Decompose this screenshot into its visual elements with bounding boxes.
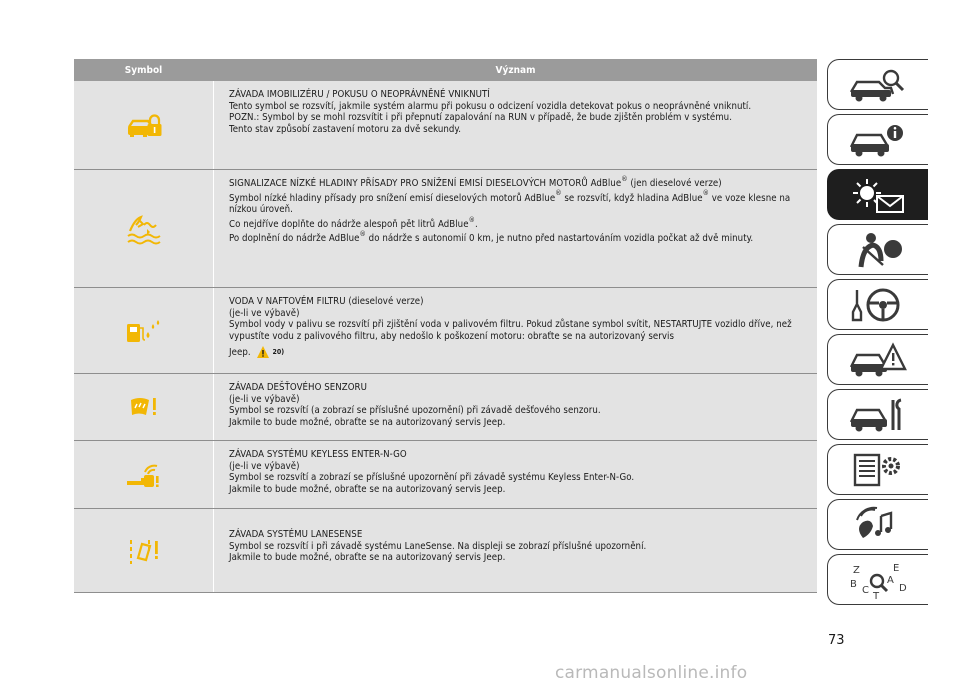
table-row xyxy=(74,170,817,288)
tab-vehicle-info[interactable] xyxy=(827,114,928,165)
table-row xyxy=(74,509,817,593)
row-text: POZN.: Symbol by se mohl rozsvítit i při přepnutí zapalování na RUN v případě, že bude zjištěn problém v systému. xyxy=(229,112,732,124)
car-hazard-icon xyxy=(847,341,909,379)
row-title: ZÁVADA DEŠŤOVÉHO SENZORU xyxy=(229,382,367,393)
tab-multimedia[interactable] xyxy=(827,499,928,550)
tab-index[interactable] xyxy=(827,554,928,605)
symbol-cell xyxy=(74,170,213,287)
row-title: SIGNALIZACE NÍZKÉ HLADINY PŘÍSADY PRO SNÍŽENÍ EMISÍ DIESELOVÝCH MOTORŮ AdBlue® (jen dieselové verze) xyxy=(229,174,722,189)
index-letter: B xyxy=(850,578,857,590)
symbol-cell xyxy=(74,288,213,373)
chapter-tabs xyxy=(827,59,928,609)
tab-warning-lights[interactable] xyxy=(827,169,928,220)
meaning-cell xyxy=(214,509,817,592)
table-row xyxy=(74,441,817,509)
row-title: ZÁVADA IMOBILIZÉRU / POKUSU O NEOPRÁVNĚNÉ VNIKNUTÍ xyxy=(229,89,490,100)
row-text: (je-li ve výbavě) xyxy=(229,307,300,319)
page-number: 73 xyxy=(828,633,845,648)
index-letter: E xyxy=(893,562,900,574)
symbol-cell xyxy=(74,374,213,440)
rain-sensor-fault-icon xyxy=(129,395,159,419)
row-text: (je-li ve výbavě) xyxy=(229,460,300,472)
alphabetical-index-icon xyxy=(847,561,909,599)
header-symbol: Symbol xyxy=(124,64,163,76)
meaning-cell xyxy=(214,81,817,169)
meaning-cell xyxy=(214,288,817,373)
tab-emergency[interactable] xyxy=(827,334,928,385)
specs-gear-icon xyxy=(847,451,909,489)
footnote-ref: 20) xyxy=(272,347,285,356)
tab-servicing[interactable] xyxy=(827,389,928,440)
row-text: Jakmile to bude možné, obraťte se na autorizovaný servis Jeep. xyxy=(229,416,506,428)
row-text: Po doplnění do nádrže AdBlue® do nádrže s autonomií 0 km, je nutno před nastartováním vozidla počkat až dvě minuty. xyxy=(229,230,754,245)
row-title: VODA V NAFTOVÉM FILTRU (dieselové verze) xyxy=(229,296,424,307)
index-letter: A xyxy=(887,574,894,586)
row-text: Jeep. 20) xyxy=(229,347,285,359)
tab-vehicle-overview[interactable] xyxy=(827,59,928,110)
row-text: Symbol vody v palivu se rozsvítí při zjištění voda v palivovém filtru. Pokud zůstane symbol svítit, NESTARTUJTE vozidlo dříve, než vypustíte vodu z palivového filtru, aby nedošlo k poškození motoru: obraťte se na autorizovaný servis xyxy=(229,319,792,342)
row-title: ZÁVADA SYSTÉMU LANESENSE xyxy=(229,529,363,540)
lanesense-fault-icon xyxy=(127,536,161,566)
warning-triangle-icon xyxy=(256,345,270,359)
multimedia-icon xyxy=(847,506,909,544)
water-in-fuel-icon xyxy=(126,318,162,344)
index-letter: C xyxy=(862,584,869,596)
symbol-cell xyxy=(74,81,213,169)
car-tools-icon xyxy=(847,396,909,434)
meaning-cell xyxy=(214,170,817,287)
header-meaning: Význam xyxy=(495,64,536,76)
row-text: Tento stav způsobí zastavení motoru za dvě sekundy. xyxy=(229,123,462,135)
watermark: carmanualsonline.info xyxy=(555,663,748,683)
row-text: (je-li ve výbavě) xyxy=(229,393,300,405)
row-text: Jakmile to bude možné, obraťte se na autorizovaný servis Jeep. xyxy=(229,552,506,564)
symbol-cell xyxy=(74,441,213,508)
index-letter: T xyxy=(873,590,880,599)
immobilizer-lock-icon xyxy=(126,111,162,139)
meaning-cell xyxy=(214,374,817,440)
tab-technical-specs[interactable] xyxy=(827,444,928,495)
row-title: ZÁVADA SYSTÉMU KEYLESS ENTER-N-GO xyxy=(229,449,407,460)
tab-starting-driving[interactable] xyxy=(827,279,928,330)
car-search-icon xyxy=(847,66,909,104)
row-text: Tento symbol se rozsvítí, jakmile systém alarmu při pokusu o odcizení vozidla detekovat pokus o neoprávněné vniknutí. xyxy=(229,100,752,112)
warning-lights-table xyxy=(74,59,817,593)
seatbelt-airbag-icon xyxy=(847,231,909,269)
index-letter: Z xyxy=(853,564,860,576)
steering-wheel-key-icon xyxy=(847,286,909,324)
tab-safety[interactable] xyxy=(827,224,928,275)
row-text: Co nejdříve doplňte do nádrže alespoň pět litrů AdBlue®. xyxy=(229,215,478,230)
car-info-icon xyxy=(847,121,909,159)
meaning-cell xyxy=(214,441,817,508)
row-text: Jakmile to bude možné, obraťte se na autorizovaný servis Jeep. xyxy=(229,483,506,495)
row-text: Symbol se rozsvítí (a zobrazí se příslušné upozornění) při závadě dešťového senzoru. xyxy=(229,405,601,417)
row-text: Symbol se rozsvítí i při závadě systému LaneSense. Na displeji se zobrazí příslušné upozornění. xyxy=(229,540,647,552)
symbol-cell xyxy=(74,509,213,592)
index-letter: D xyxy=(899,582,907,594)
table-row xyxy=(74,288,817,374)
table-row xyxy=(74,374,817,441)
adblue-low-level-icon xyxy=(126,213,162,245)
keyless-enter-n-go-fault-icon xyxy=(125,462,163,488)
table-row xyxy=(74,81,817,170)
row-text: Symbol nízké hladiny přísady pro snížení emisí dieselových motorů AdBlue® se rozsvítí, když hladina AdBlue® ve voze klesne na nízkou úroveň. xyxy=(229,189,791,216)
row-text: Symbol se rozsvítí a zobrazí se příslušné upozornění při závadě systému Keyless Enter-N-Go. xyxy=(229,472,635,484)
table-header xyxy=(74,59,817,81)
warning-lights-message-icon xyxy=(847,176,909,214)
